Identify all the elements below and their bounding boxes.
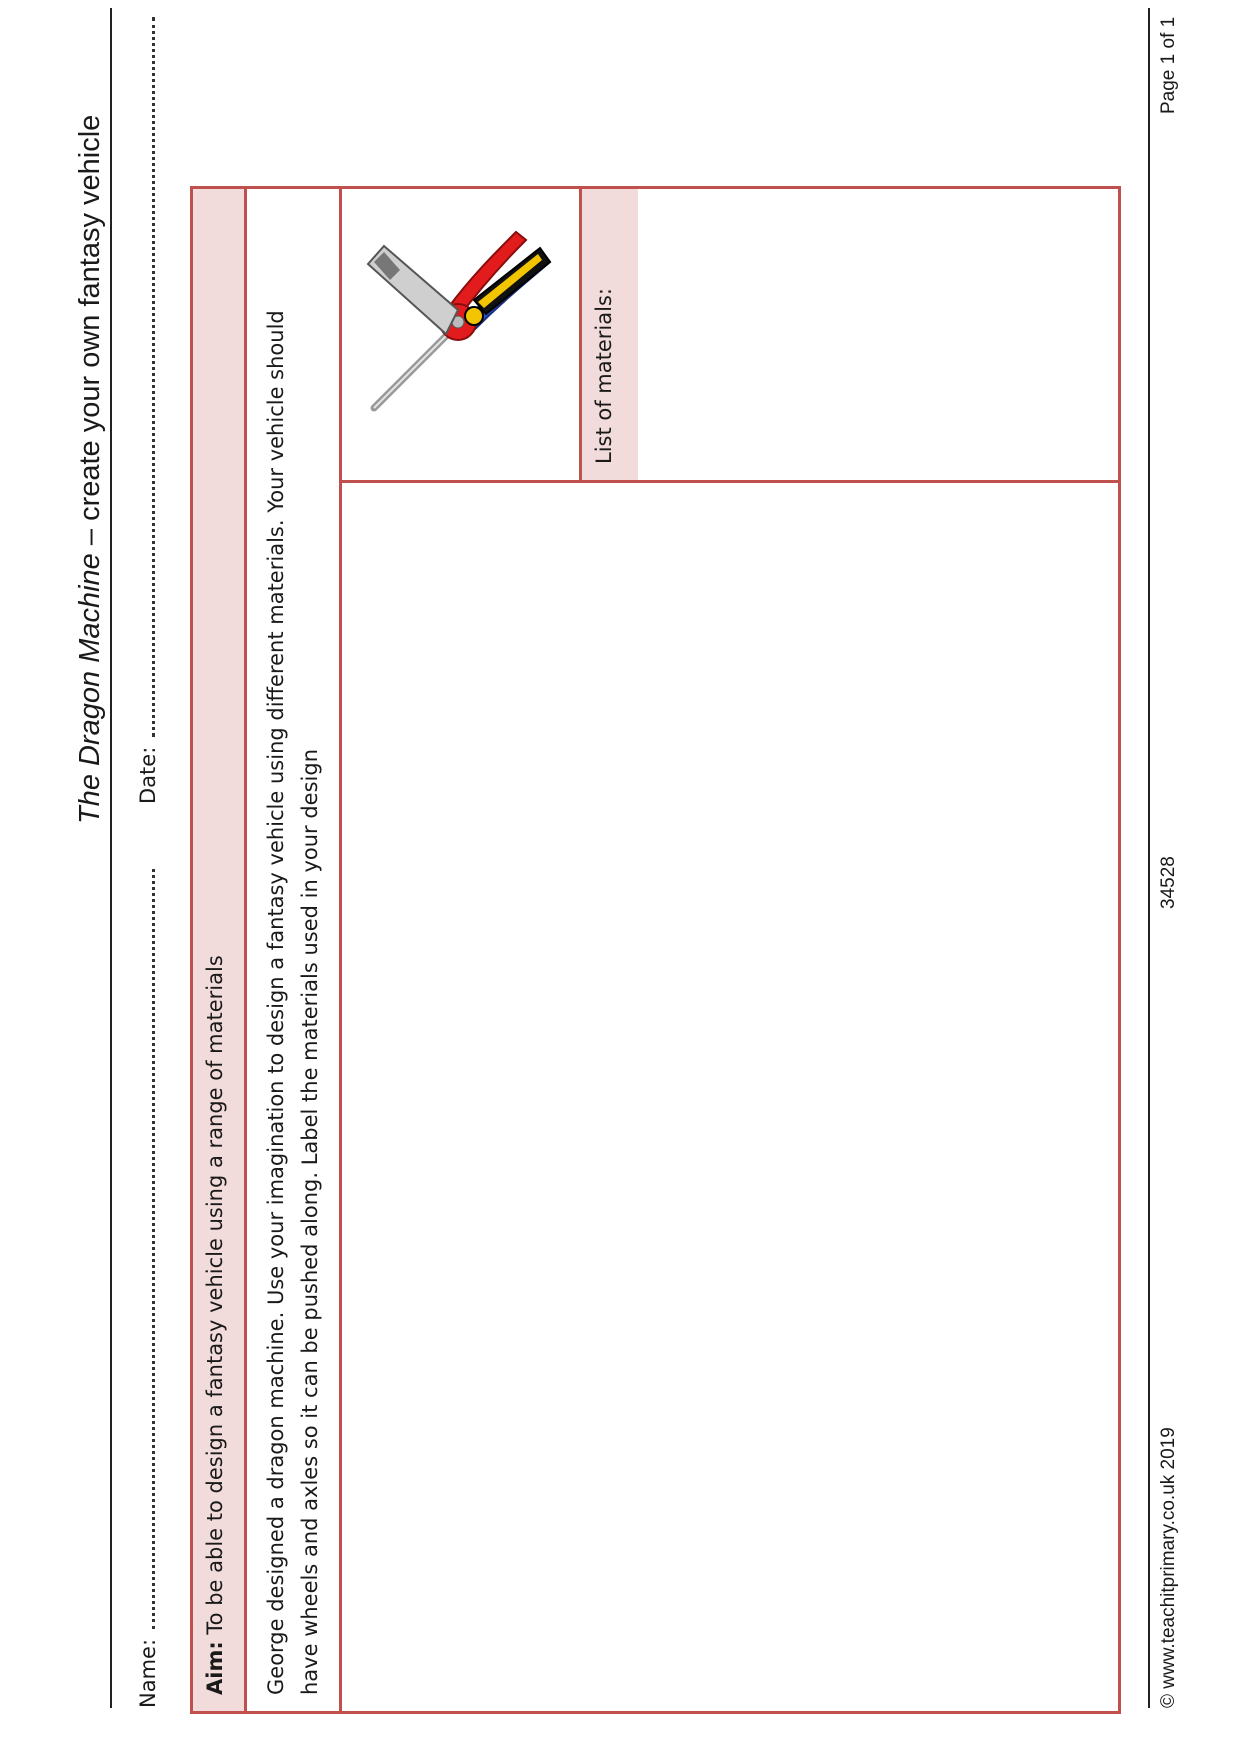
intro-line-1: George designed a dragon machine. Use your imagination to design a fantasy vehicle using different materials. Your vehicle should [264,310,288,1695]
tools-panel [342,189,582,480]
date-label: Date: [136,746,160,804]
date-field[interactable] [136,17,160,804]
right-column [342,189,1118,480]
column-divider [342,480,1118,483]
name-dotted-line[interactable] [138,869,155,1629]
drawing-area[interactable] [342,481,1118,1711]
name-field[interactable] [136,869,160,1708]
footer-code: 34528 [1158,856,1179,909]
title-italic: The Dragon Machine [74,553,106,824]
materials-label-cell [582,189,638,480]
aim-text: To be able to design a fantasy vehicle using a range of materials [203,955,227,1642]
materials-label: List of materials: [592,288,616,464]
footer-rule [1148,8,1150,1708]
footer-copyright: © www.teachitprimary.co.uk 2019 [1158,1427,1179,1708]
page-title [74,4,107,824]
worksheet-frame [190,186,1121,1714]
title-rest: – create your own fantasy vehicle [74,114,106,554]
aim-label: Aim: [203,1641,227,1695]
intro-line-2: have wheels and axles so it can be pushed along. Label the materials used in your design [298,748,322,1695]
intro-text [247,189,342,1711]
title-rule [110,8,112,1708]
aim-row [193,189,247,1711]
pliers-screwdriver-icon [354,230,569,430]
footer-page: Page 1 of 1 [1158,16,1179,114]
date-dotted-line[interactable] [138,17,155,737]
name-label: Name: [136,1638,160,1708]
